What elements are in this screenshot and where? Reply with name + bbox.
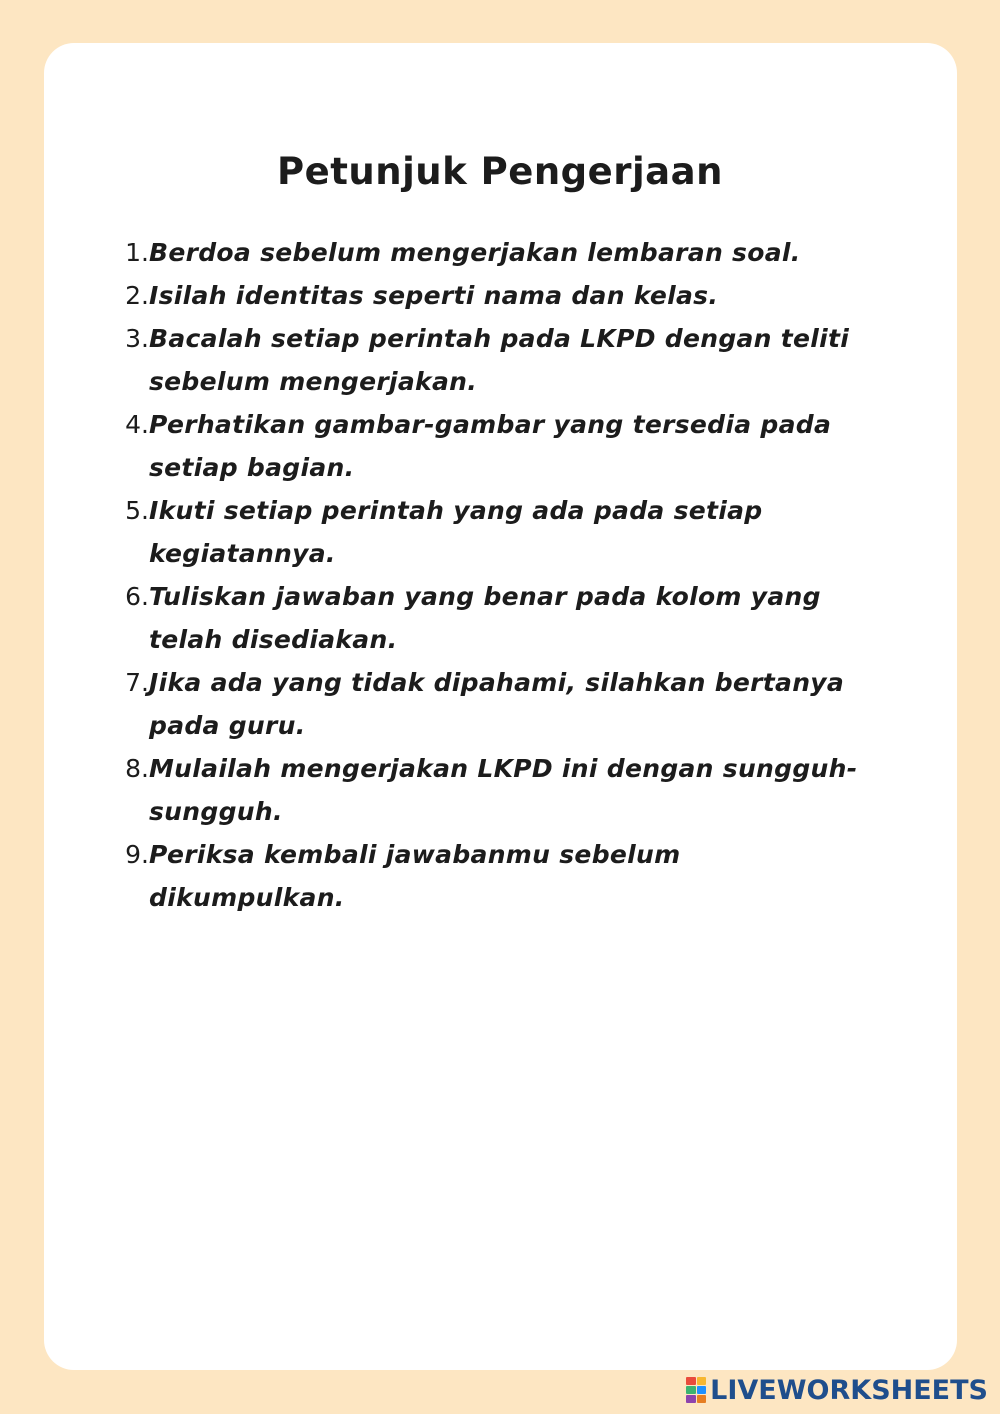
item-text-line: Tuliskan jawaban yang benar pada kolom yang xyxy=(149,582,821,611)
brand-name: LIVEWORKSHEETS xyxy=(710,1374,988,1406)
item-text xyxy=(149,317,912,403)
item-text-line: Periksa kembali jawabanmu sebelum xyxy=(149,840,681,869)
item-text-line: setiap bagian. xyxy=(149,453,355,482)
item-number: 6. xyxy=(125,582,149,611)
item-number: 8. xyxy=(125,754,149,783)
item-text-line: Ikuti setiap perintah yang ada pada setiap xyxy=(149,496,763,525)
item-text xyxy=(149,575,912,661)
list-item xyxy=(112,833,912,919)
item-number: 2. xyxy=(125,281,149,310)
list-item xyxy=(112,747,912,833)
list-item xyxy=(112,231,912,274)
item-text-line: Bacalah setiap perintah pada LKPD dengan teliti xyxy=(149,324,850,353)
item-text-line: Berdoa sebelum mengerjakan lembaran soal. xyxy=(149,238,801,267)
list-item xyxy=(112,489,912,575)
item-text xyxy=(149,274,912,317)
item-text-line: Perhatikan gambar-gambar yang tersedia pada xyxy=(149,410,832,439)
item-text-line: sebelum mengerjakan. xyxy=(149,367,478,396)
item-text-line: sungguh. xyxy=(149,797,283,826)
instruction-list xyxy=(112,231,912,919)
item-text-line: Isilah identitas seperti nama dan kelas. xyxy=(149,281,719,310)
item-text-line: kegiatannya. xyxy=(149,539,336,568)
list-item xyxy=(112,661,912,747)
list-item xyxy=(112,575,912,661)
item-text-line: Jika ada yang tidak dipahami, silahkan bertanya xyxy=(149,668,845,697)
item-text xyxy=(149,489,912,575)
liveworksheets-logo-icon xyxy=(686,1377,706,1403)
list-item xyxy=(112,403,912,489)
item-text xyxy=(149,747,912,833)
item-text-line: telah disediakan. xyxy=(149,625,398,654)
item-number: 7. xyxy=(125,668,149,697)
item-text-line: Mulailah mengerjakan LKPD ini dengan sungguh- xyxy=(149,754,858,783)
item-number: 3. xyxy=(125,324,149,353)
item-number: 4. xyxy=(125,410,149,439)
item-text xyxy=(149,231,912,274)
item-text xyxy=(149,403,912,489)
item-text-line: pada guru. xyxy=(149,711,306,740)
list-item xyxy=(112,274,912,317)
page-title: Petunjuk Pengerjaan xyxy=(277,150,723,193)
item-number: 1. xyxy=(125,238,149,267)
liveworksheets-brand[interactable] xyxy=(686,1372,988,1408)
item-number: 5. xyxy=(125,496,149,525)
item-text xyxy=(149,833,912,919)
item-text xyxy=(149,661,912,747)
item-text-line: dikumpulkan. xyxy=(149,883,345,912)
item-number: 9. xyxy=(125,840,149,869)
list-item xyxy=(112,317,912,403)
